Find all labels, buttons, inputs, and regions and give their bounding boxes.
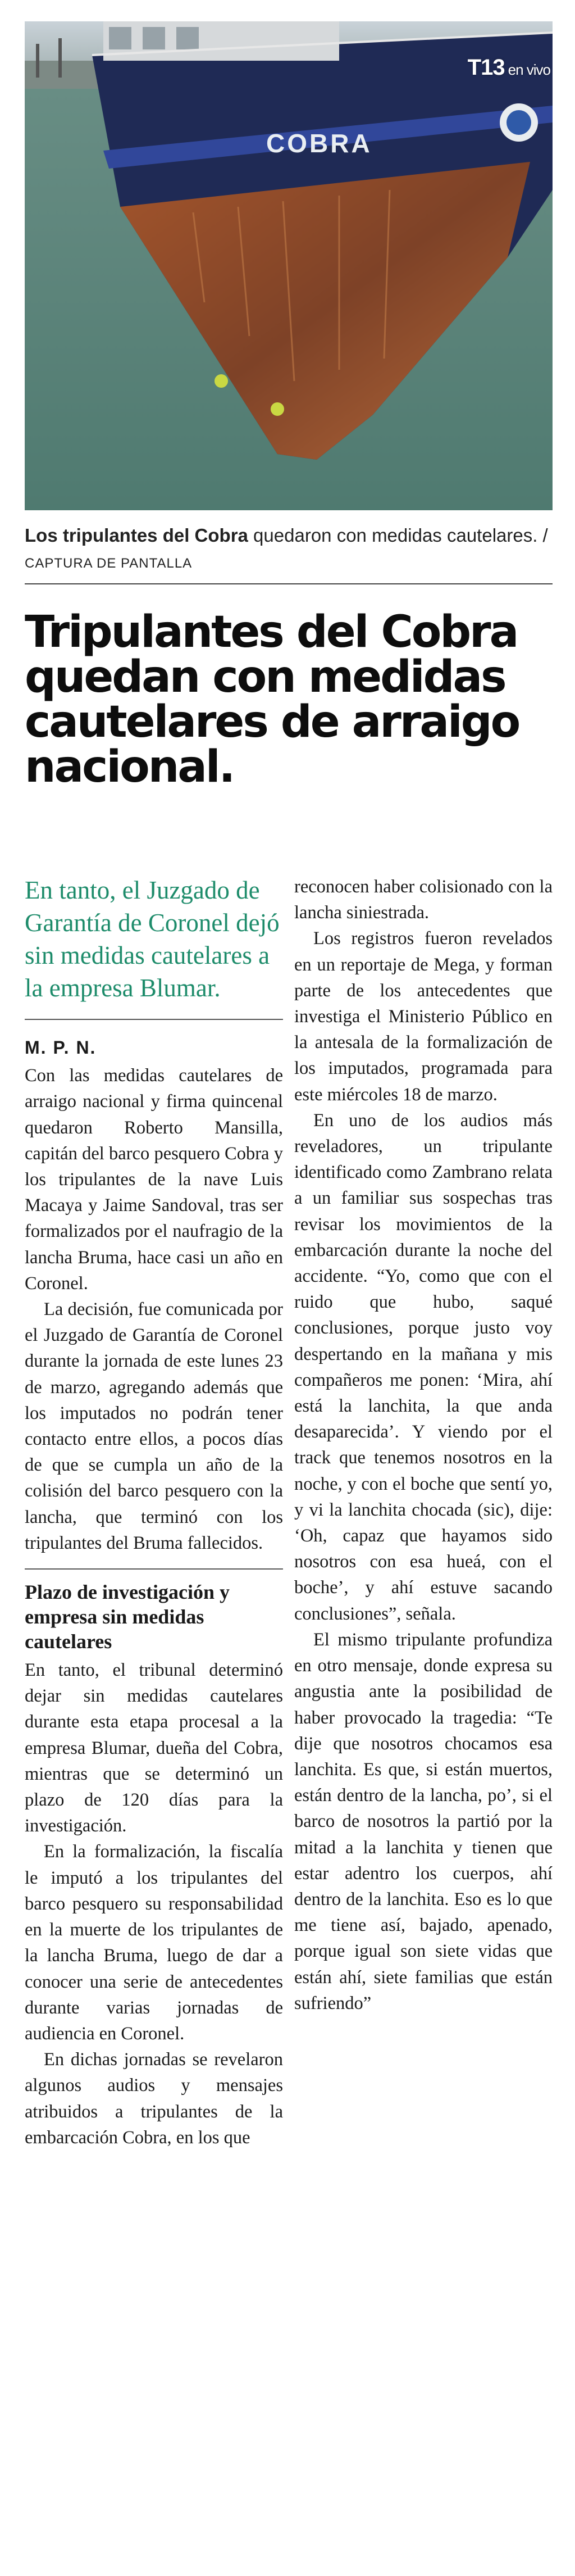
body-paragraph: Con las medidas cautelares de arraigo nacional y firma quincenal quedaron Roberto Mansilla, capitán del barco pesquero Cobra y los tripulantes de la nave Luis Macaya y Jaime Sandoval, tras ser formalizados por el naufragio de la lancha Bruma, hace casi un año en Coronel. bbox=[25, 1065, 283, 1294]
divider bbox=[25, 583, 553, 584]
body-paragraph: El mismo tripulante profundiza en otro mensaje, donde expresa su angustia ante la posibilidad de haber provocado la tragedia: “Te dije que nosotros chocamos esa lanchita. Es que, si están muertos, están dentro de la lancha, po’, si el barco de nosotros la partió por la mitad a la lanchita y tienen que estar adentro los cuerpos, ahí dentro de la lanchita. Eso es lo que me tiene así, bajado, apenado, porque igual son siete vidas que están ahí, siete familias que están sufriendo” bbox=[294, 1629, 553, 2013]
body-paragraph: Los registros fueron revelados en un reportaje de Mega, y forman parte de los antecedentes que investiga el Ministerio Público en la antesala de la formalización de los imputados, programada para este miércoles 18 de marzo. bbox=[294, 928, 553, 1105]
photo-caption: Los tripulantes del Cobra quedaron con medidas cautelares. / CAPTURA DE PANTALLA bbox=[25, 525, 548, 571]
body-paragraph: reconocen haber colisionado con la lancha siniestrada. bbox=[294, 877, 553, 923]
article-column-right bbox=[294, 874, 553, 2016]
body-paragraph: En la formalización, la fiscalía le imputó a los tripulantes del barco pesquero su responsabilidad en la muerte de los tripulantes de la lancha Bruma, luego de dar a conocer una serie de antecedentes durante varias jornadas de audiencia en Coronel. bbox=[25, 1842, 283, 2044]
news-photo bbox=[25, 21, 553, 510]
subheading: Plazo de investigación y empresa sin medidas cautelares bbox=[25, 1581, 230, 1653]
ship-name-label: COBRA bbox=[266, 129, 372, 158]
article-column-left bbox=[25, 874, 283, 2151]
body-paragraph: En uno de los audios más reveladores, un tripulante identificado como Zambrano relata a un familiar sus sospechas tras revisar los movimientos de la embarcación durante la noche del accidente. “Yo, como que con el ruido que hubo, saqué conclusiones, porque justo voy despertando en la mañana y mis compañeros me ponen: ‘Mira, ahí está la lanchita, la que anda desaparecida’. Y viendo por el track que tenemos nosotros en la noche, y con el boche que sentí yo, y vi la lanchita chocada (sic), dije: ‘Oh, capaz que hayamos sido nosotros con esa hueá, con el boche’, y ahí estuve sacando conclusiones”, señala. bbox=[294, 1110, 553, 1624]
divider bbox=[25, 1568, 283, 1570]
divider bbox=[25, 1019, 283, 1020]
body-paragraph: En tanto, el tribunal determinó dejar sin medidas cautelares durante esta etapa procesal a la empresa Blumar, dueña del Cobra, mientras que se determinó un plazo de 120 días para la investigación. bbox=[25, 1660, 283, 1836]
ship-illustration bbox=[25, 21, 553, 510]
body-paragraph: En dichas jornadas se revelaron algunos audios y mensajes atribuidos a tripulantes de la embarcación Cobra, en los que bbox=[25, 2049, 283, 2148]
lead-paragraph: En tanto, el Juzgado de Garantía de Coronel dejó sin medidas cautelares a la empresa Blumar. bbox=[25, 876, 280, 1002]
byline: M. P. N. bbox=[25, 1037, 97, 1058]
tv-channel-logo: T13 en vivo bbox=[467, 55, 550, 80]
headline: Tripulantes del Cobra quedan con medidas cautelares de arraigo nacional. bbox=[25, 607, 519, 792]
body-paragraph: La decisión, fue comunicada por el Juzgado de Garantía de Coronel durante la jornada de este lunes 23 de marzo, agregando además que los imputados no podrán tener contacto entre ellos, a pocos días de que se cumpla un año de la colisión del barco pesquero con la lancha, que terminó con los tripulantes del Bruma fallecidos. bbox=[25, 1299, 283, 1553]
